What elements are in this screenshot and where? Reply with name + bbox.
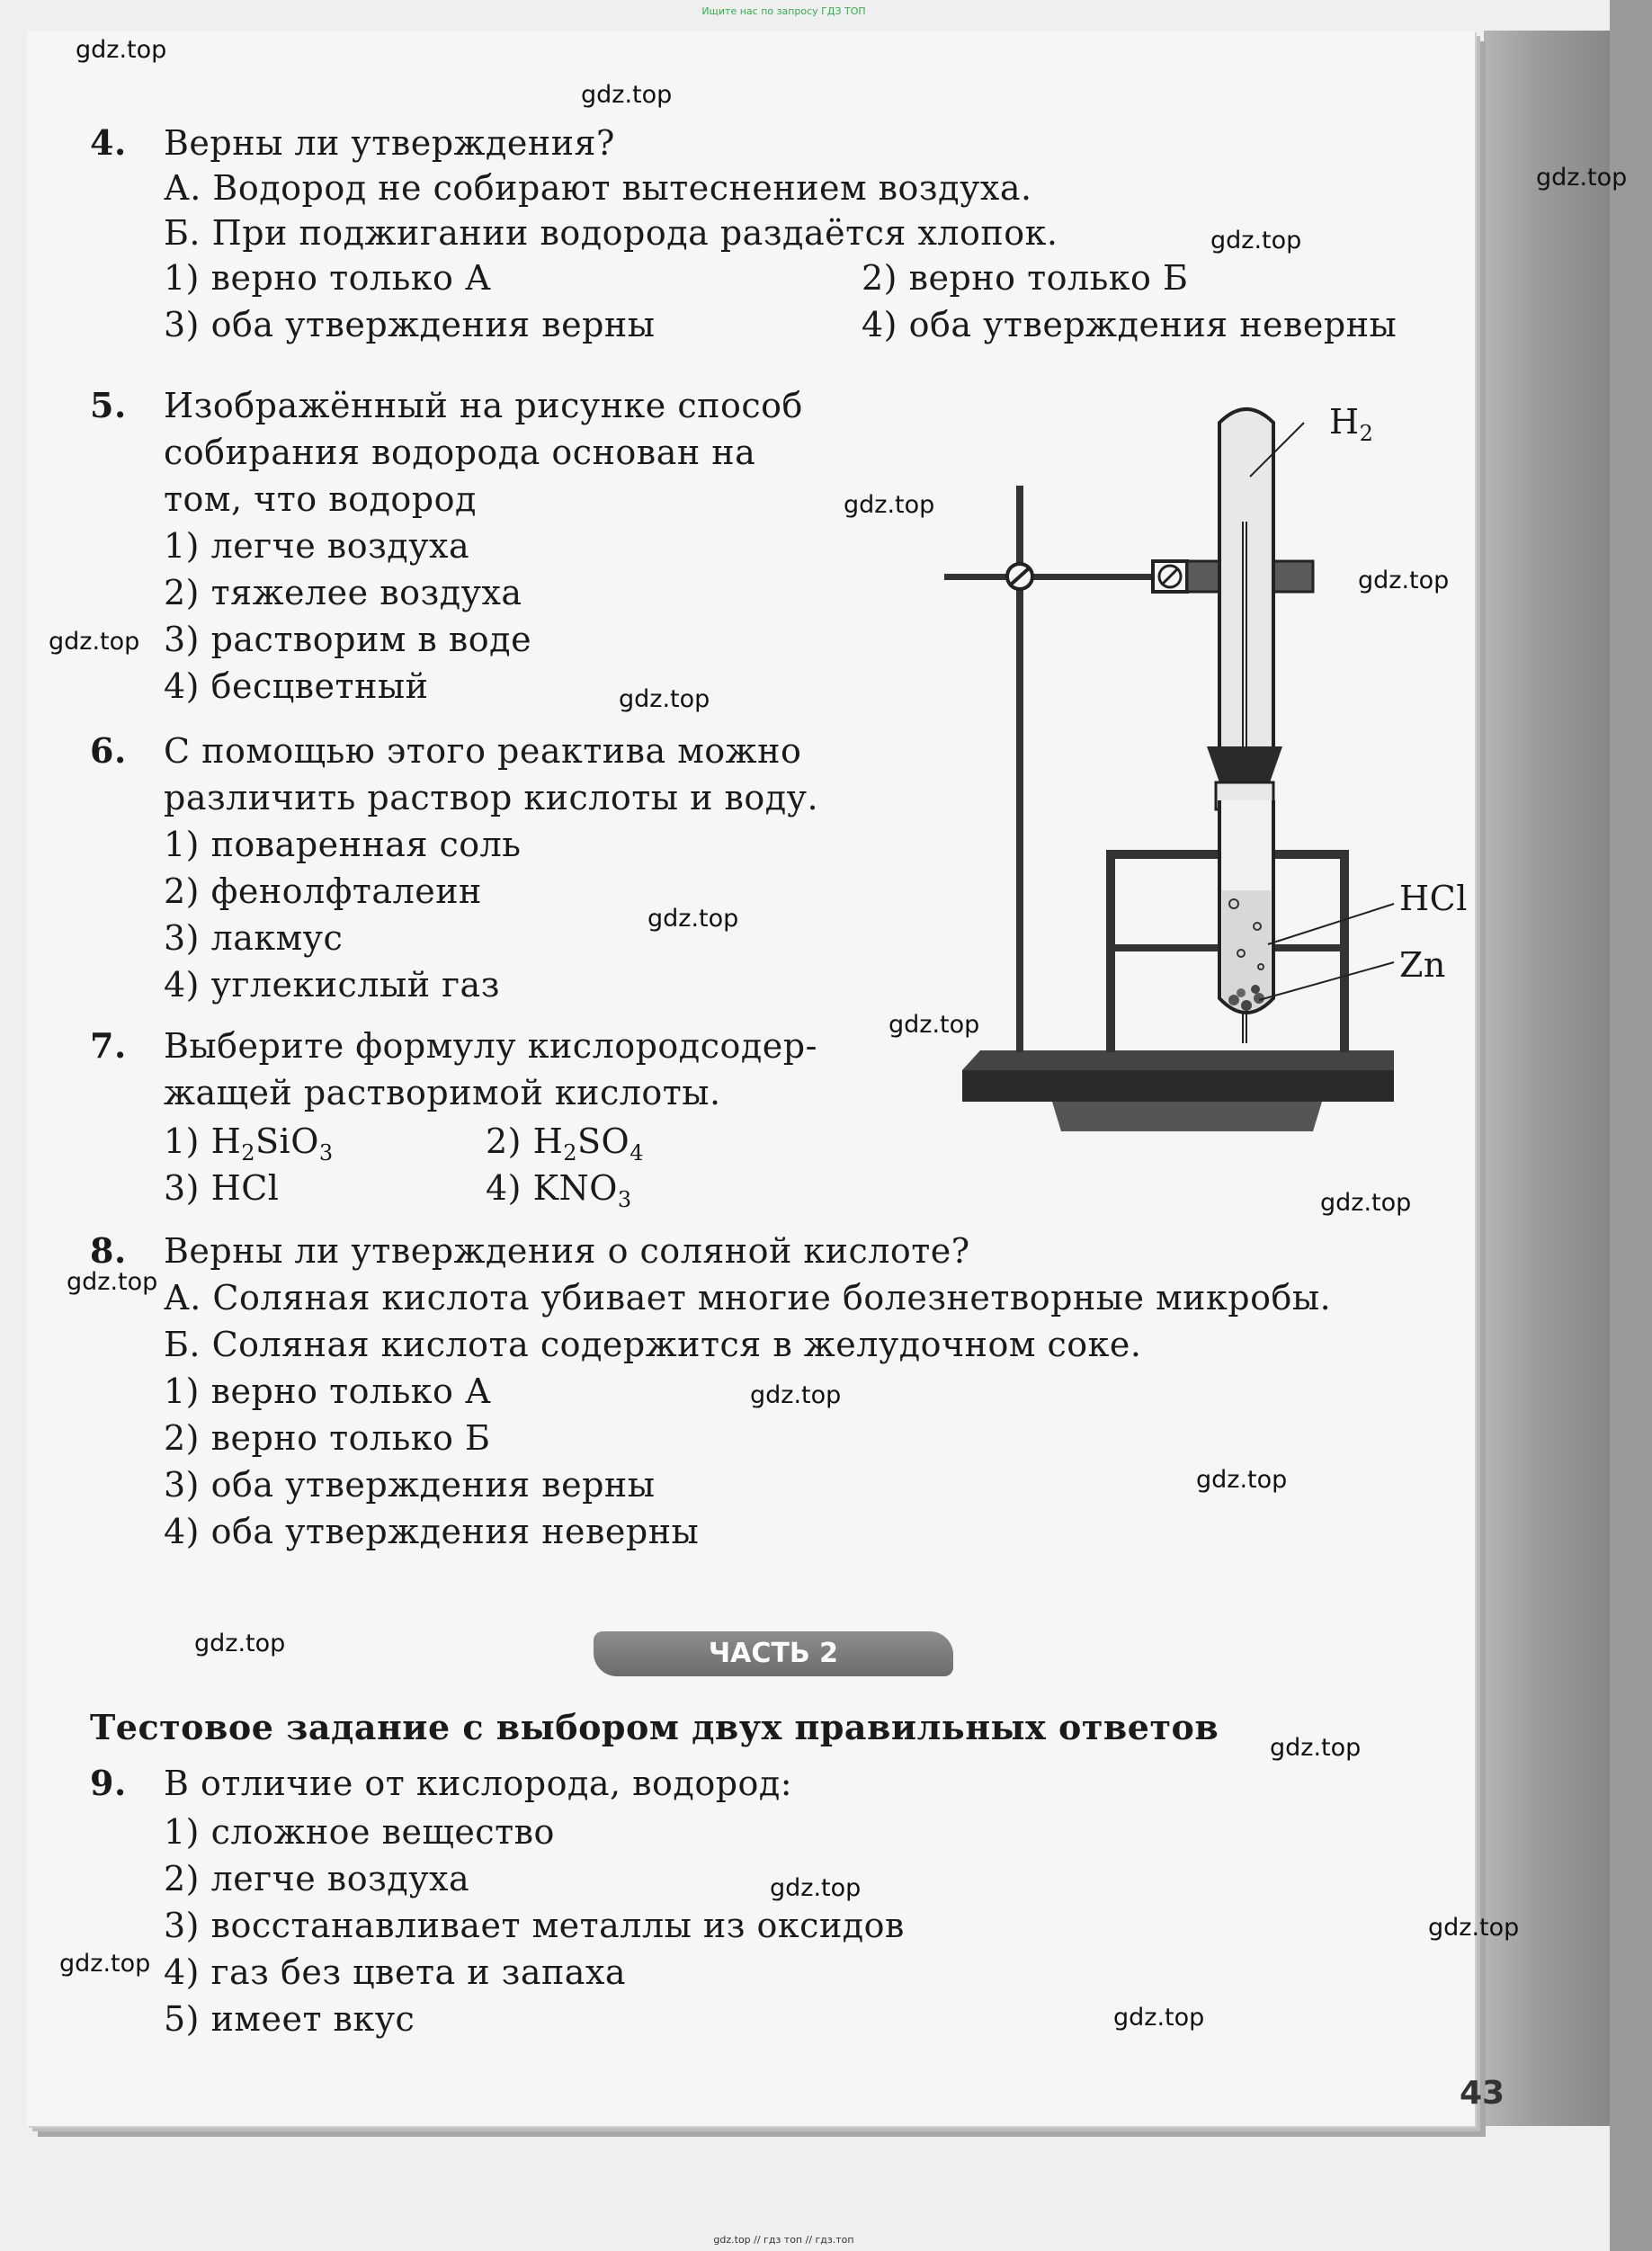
q4-question: Верны ли утверждения?	[164, 123, 615, 163]
rubber-stopper	[1207, 746, 1282, 782]
q6-option-4[interactable]: 4) углекислый газ	[164, 965, 500, 1005]
hydrogen-apparatus-figure	[944, 387, 1412, 1160]
page-edge-shadow	[1484, 31, 1610, 2126]
q9-option-2[interactable]: 2) легче воздуха	[164, 1859, 470, 1898]
q9-question: В отличие от кислорода, водород:	[164, 1764, 793, 1803]
header-note[interactable]: Ищите нас по запросу ГДЗ ТОП	[701, 5, 866, 17]
watermark: gdz.top	[1358, 567, 1450, 594]
watermark: gdz.top	[49, 628, 140, 656]
q6-option-1[interactable]: 1) поваренная соль	[164, 825, 522, 864]
watermark: gdz.top	[59, 1950, 151, 1978]
q9-option-4[interactable]: 4) газ без цвета и запаха	[164, 1952, 627, 1992]
q8-statement-b: Б. Соляная кислота содержится в желудочном соке.	[164, 1325, 1142, 1364]
stand-base	[962, 1050, 1394, 1131]
q7-option-3[interactable]: 3) HCl	[164, 1168, 280, 1208]
q5-question-line: том, что водород	[164, 479, 477, 519]
q4-statement-b: Б. При поджигании водорода раздаётся хлопок.	[164, 213, 1058, 253]
q8-option-2[interactable]: 2) верно только Б	[164, 1418, 491, 1458]
q5-question-line: собирания водорода основан на	[164, 433, 756, 472]
q7-option-4[interactable]: 4) $KNO_3$	[486, 1168, 632, 1212]
q7-question-line: жащей растворимой кислоты.	[164, 1073, 721, 1112]
watermark: gdz.top	[76, 36, 167, 64]
q5-option-4[interactable]: 4) бесцветный	[164, 666, 429, 706]
watermark: gdz.top	[889, 1011, 980, 1039]
watermark: gdz.top	[750, 1381, 842, 1409]
watermark: gdz.top	[1113, 2004, 1205, 2032]
q6-option-3[interactable]: 3) лакмус	[164, 918, 344, 958]
watermark: gdz.top	[619, 685, 710, 713]
watermark: gdz.top	[1428, 1914, 1520, 1942]
watermark: gdz.top	[844, 491, 935, 519]
page-number: 43	[1460, 2075, 1505, 2112]
q7-option-2[interactable]: 2) $H_2SO_4$	[486, 1121, 644, 1166]
q6-option-2[interactable]: 2) фенолфталеин	[164, 871, 482, 911]
q5-option-3[interactable]: 3) растворим в воде	[164, 620, 532, 659]
q5-question-line: Изображённый на рисунке способ	[164, 386, 803, 425]
watermark: gdz.top	[1270, 1734, 1362, 1762]
q8-question: Верны ли утверждения о соляной кислоте?	[164, 1231, 970, 1271]
q7-option-1[interactable]: 1) $H_2SiO_3$	[164, 1121, 334, 1166]
watermark: gdz.top	[194, 1630, 286, 1657]
watermark: gdz.top	[581, 81, 673, 109]
q8-option-4[interactable]: 4) оба утверждения неверны	[164, 1512, 700, 1551]
part-2-banner: ЧАСТЬ 2	[594, 1631, 953, 1676]
q9-option-5[interactable]: 5) имеет вкус	[164, 1999, 415, 2039]
q4-number: 4.	[90, 122, 127, 163]
q6-question-line: различить раствор кислоты и воду.	[164, 778, 819, 817]
q8-option-1[interactable]: 1) верно только А	[164, 1371, 492, 1411]
q5-number: 5.	[90, 385, 127, 425]
footer-note[interactable]: gdz.top // гдз топ // гдз.топ	[713, 2234, 854, 2246]
q6-number: 6.	[90, 730, 127, 771]
watermark: gdz.top	[67, 1268, 158, 1296]
q6-question-line: С помощью этого реактива можно	[164, 731, 802, 771]
q8-statement-a: А. Соляная кислота убивает многие болезнетворные микробы.	[164, 1278, 1332, 1318]
watermark: gdz.top	[1536, 164, 1628, 192]
q5-option-1[interactable]: 1) легче воздуха	[164, 526, 470, 566]
watermark: gdz.top	[1210, 227, 1302, 255]
watermark: gdz.top	[647, 905, 739, 933]
q4-option-1[interactable]: 1) верно только А	[164, 258, 492, 298]
clamp-bar	[944, 574, 1160, 580]
q4-option-3[interactable]: 3) оба утверждения верны	[164, 305, 656, 344]
q4-option-2[interactable]: 2) верно только Б	[862, 258, 1189, 298]
watermark: gdz.top	[1196, 1466, 1288, 1494]
watermark: gdz.top	[770, 1874, 862, 1902]
q7-question-line: Выберите формулу кислородсодер-	[164, 1026, 817, 1066]
q8-number: 8.	[90, 1230, 127, 1271]
h2-label: $H_2$	[1329, 402, 1374, 446]
zn-label: Zn	[1399, 945, 1446, 985]
q7-number: 7.	[90, 1025, 127, 1066]
hcl-label: HCl	[1399, 879, 1468, 918]
q9-number: 9.	[90, 1763, 127, 1803]
section-title: Тестовое задание с выбором двух правильных ответов	[90, 1707, 1219, 1747]
q4-statement-a: А. Водород не собирают вытеснением воздуха.	[164, 168, 1032, 208]
watermark: gdz.top	[1320, 1189, 1412, 1217]
reaction-test-tube	[1219, 800, 1273, 1013]
q5-option-2[interactable]: 2) тяжелее воздуха	[164, 573, 522, 612]
q9-option-3[interactable]: 3) восстанавливает металлы из оксидов	[164, 1906, 905, 1945]
q9-option-1[interactable]: 1) сложное вещество	[164, 1812, 555, 1852]
q8-option-3[interactable]: 3) оба утверждения верны	[164, 1465, 656, 1505]
q4-option-4[interactable]: 4) оба утверждения неверны	[862, 305, 1398, 344]
